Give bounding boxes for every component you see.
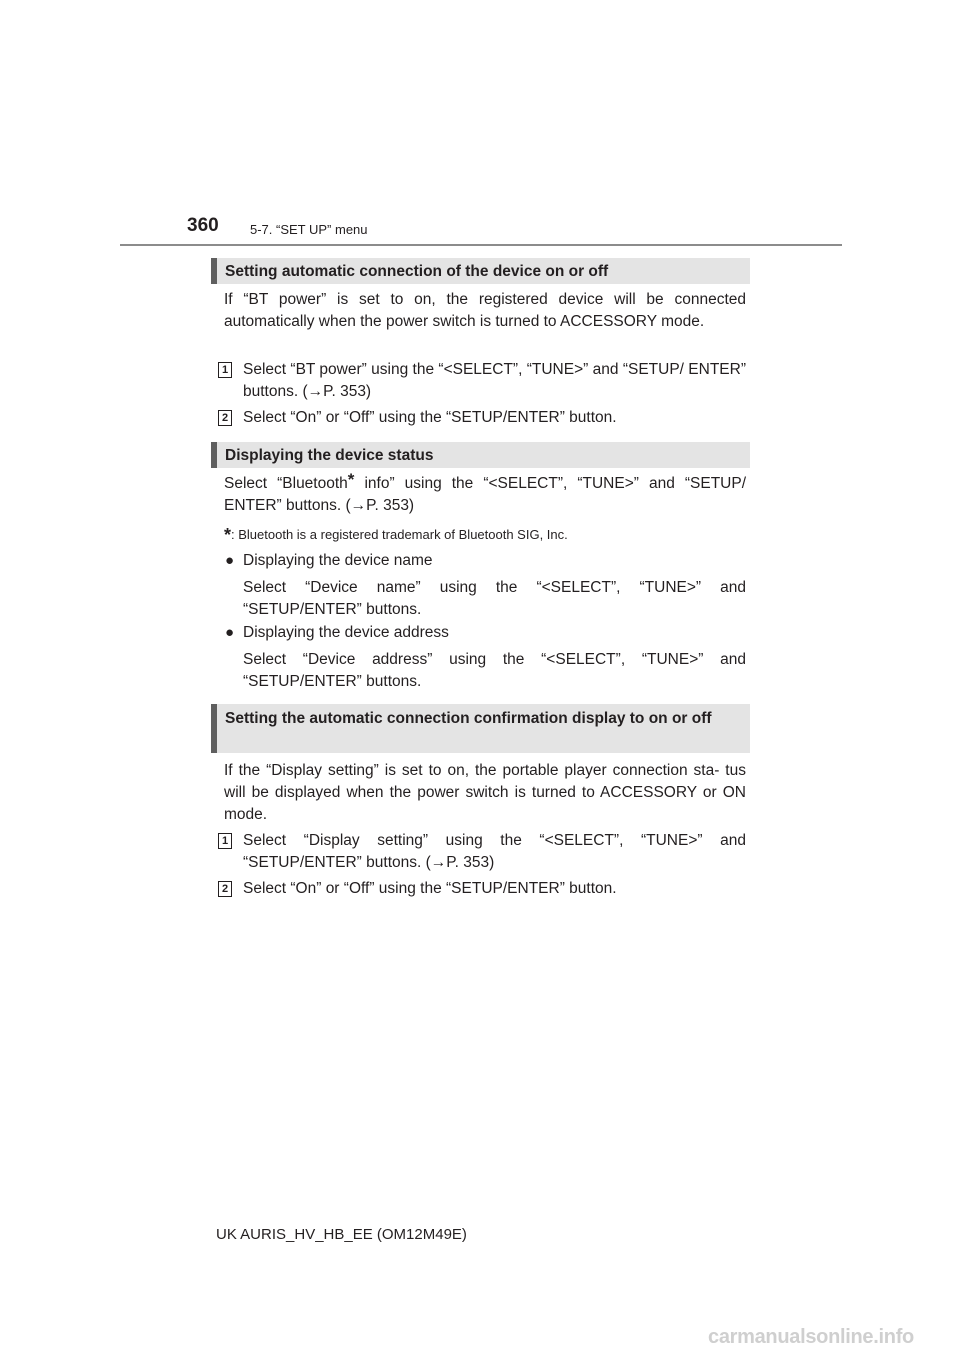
step-number-1: 1	[218, 833, 232, 849]
running-head: 5-7. “SET UP” menu	[250, 222, 368, 237]
section-heading-confirmation-display: Setting the automatic connection confirmation display to on or off	[211, 704, 750, 753]
section-heading-device-status: Displaying the device status	[211, 442, 750, 468]
page-number: 360	[187, 215, 219, 236]
bullet-label-device-name: Displaying the device name	[243, 552, 433, 569]
bullet-text-device-name: Select “Device name” using the “<SELECT”, “TUNE>” and “SETUP/ENTER” buttons.	[243, 579, 746, 618]
bullet-label-device-address: Displaying the device address	[243, 624, 449, 641]
section-3-intro: If the “Display setting” is set to on, the portable player connection sta- tus will be displayed when the power switch is turned to ACCESSORY or ON mode.	[224, 762, 746, 823]
section-3-step-2: Select “On” or “Off” using the “SETUP/ENTER” button.	[243, 880, 617, 897]
step-number-2: 2	[218, 881, 232, 897]
step-number-2: 2	[218, 410, 232, 426]
header-rule	[120, 244, 842, 246]
trademark-star: *	[347, 470, 355, 489]
bullet-dot: ●	[225, 552, 235, 569]
trademark-footnote: *: Bluetooth is a registered trademark of Bluetooth SIG, Inc.	[224, 525, 568, 545]
section-1-step-1: Select “BT power” using the “<SELECT”, “TUNE>” and “SETUP/ ENTER” buttons. (→P. 353)	[243, 361, 746, 400]
footer-model-code: UK AURIS_HV_HB_EE (OM12M49E)	[216, 1226, 467, 1243]
section-2-intro: Select “Bluetooth* info” using the “<SELECT”, “TUNE>” and “SETUP/ ENTER” buttons. (→P. 353)	[224, 470, 746, 514]
step-number-1: 1	[218, 362, 232, 378]
section-1-intro: If “BT power” is set to on, the registered device will be connected automatically when the power switch is turned to ACCESSORY mode.	[224, 291, 746, 330]
bullet-text-device-address: Select “Device address” using the “<SELECT”, “TUNE>” and “SETUP/ENTER” buttons.	[243, 651, 746, 690]
section-heading-auto-connection: Setting automatic connection of the device on or off	[211, 258, 750, 284]
bullet-dot: ●	[225, 624, 235, 641]
section-1-step-2: Select “On” or “Off” using the “SETUP/ENTER” button.	[243, 409, 617, 426]
section-3-step-1: Select “Display setting” using the “<SELECT”, “TUNE>” and “SETUP/ENTER” buttons. (→P. 353)	[243, 832, 746, 871]
watermark: carmanualsonline.info	[708, 1326, 914, 1348]
